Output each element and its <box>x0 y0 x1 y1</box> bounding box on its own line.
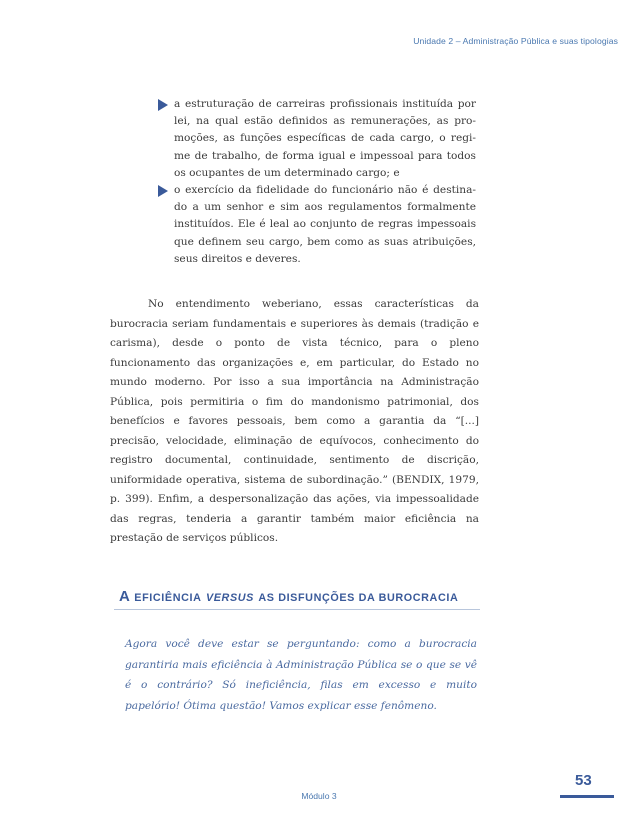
section-heading <box>119 588 479 606</box>
heading-word-italic: VERSUS <box>205 592 254 604</box>
bullet-text: a estruturação de carreiras profissionais instituída por lei, na qual estão definidos as remunerações, as pro-moções, as funções específicas de cada cargo, o regi-me de trabalho, de forma igual e impessoal para todos os ocupantes de um determinado cargo; e <box>174 98 476 179</box>
page-number: 53 <box>575 772 592 789</box>
bullet-item <box>158 96 476 182</box>
running-header: Unidade 2 – Administração Pública e suas tipologias <box>413 36 618 46</box>
bullet-text: o exercício da fidelidade do funcionário não é destina-do a um senhor e sim aos regulamentos formalmente instituídos. Ele é leal ao conjunto de regras impessoais que definem seu cargo, bem como as suas atribuições, seus direitos e deveres. <box>174 184 476 265</box>
heading-word: AS DISFUNÇÕES DA BUROCRACIA <box>258 592 459 604</box>
callout-text: Agora você deve estar se perguntando: como a burocracia garantiria mais eficiência à Administração Pública se o que se vê é o contrário? Só ineficiência, filas em excesso e muito papelório! Ótima questão! Vamos explicar esse fenômeno. <box>125 638 477 712</box>
triangle-bullet-icon <box>158 185 168 197</box>
body-paragraph: No entendimento weberiano, essas características da burocracia seriam fundamentais e superiores às demais (tradição e carisma), desde o ponto de vista técnico, para o pleno funcionamento das organizações e, em particular, do Estado no mundo moderno. Por isso a sua importância na Administração Pública, pois permitiria o fim do mandonismo patrimonial, dos benefícios e favores pessoais, bem como a garantia da “[...] precisão, velocidade, eliminação de equívocos, conhecimento do registro documental, continuidade, sentimento de discrição, uniformidade operativa, sistema de subordinação.” (BENDIX, 1979, p. 399). Enfim, a despersonalização das ações, via impessoalidade das regras, tenderia a garantir também maior eficiência na prestação de serviços públicos. <box>110 298 479 544</box>
page-number-underline <box>560 795 614 798</box>
heading-initial: A <box>119 588 130 605</box>
bullet-list <box>158 96 476 268</box>
triangle-bullet-icon <box>158 99 168 111</box>
bullet-item <box>158 182 476 268</box>
heading-divider <box>114 609 480 610</box>
heading-word: EFICIÊNCIA <box>134 592 202 604</box>
footer-module-label: Módulo 3 <box>301 791 337 801</box>
